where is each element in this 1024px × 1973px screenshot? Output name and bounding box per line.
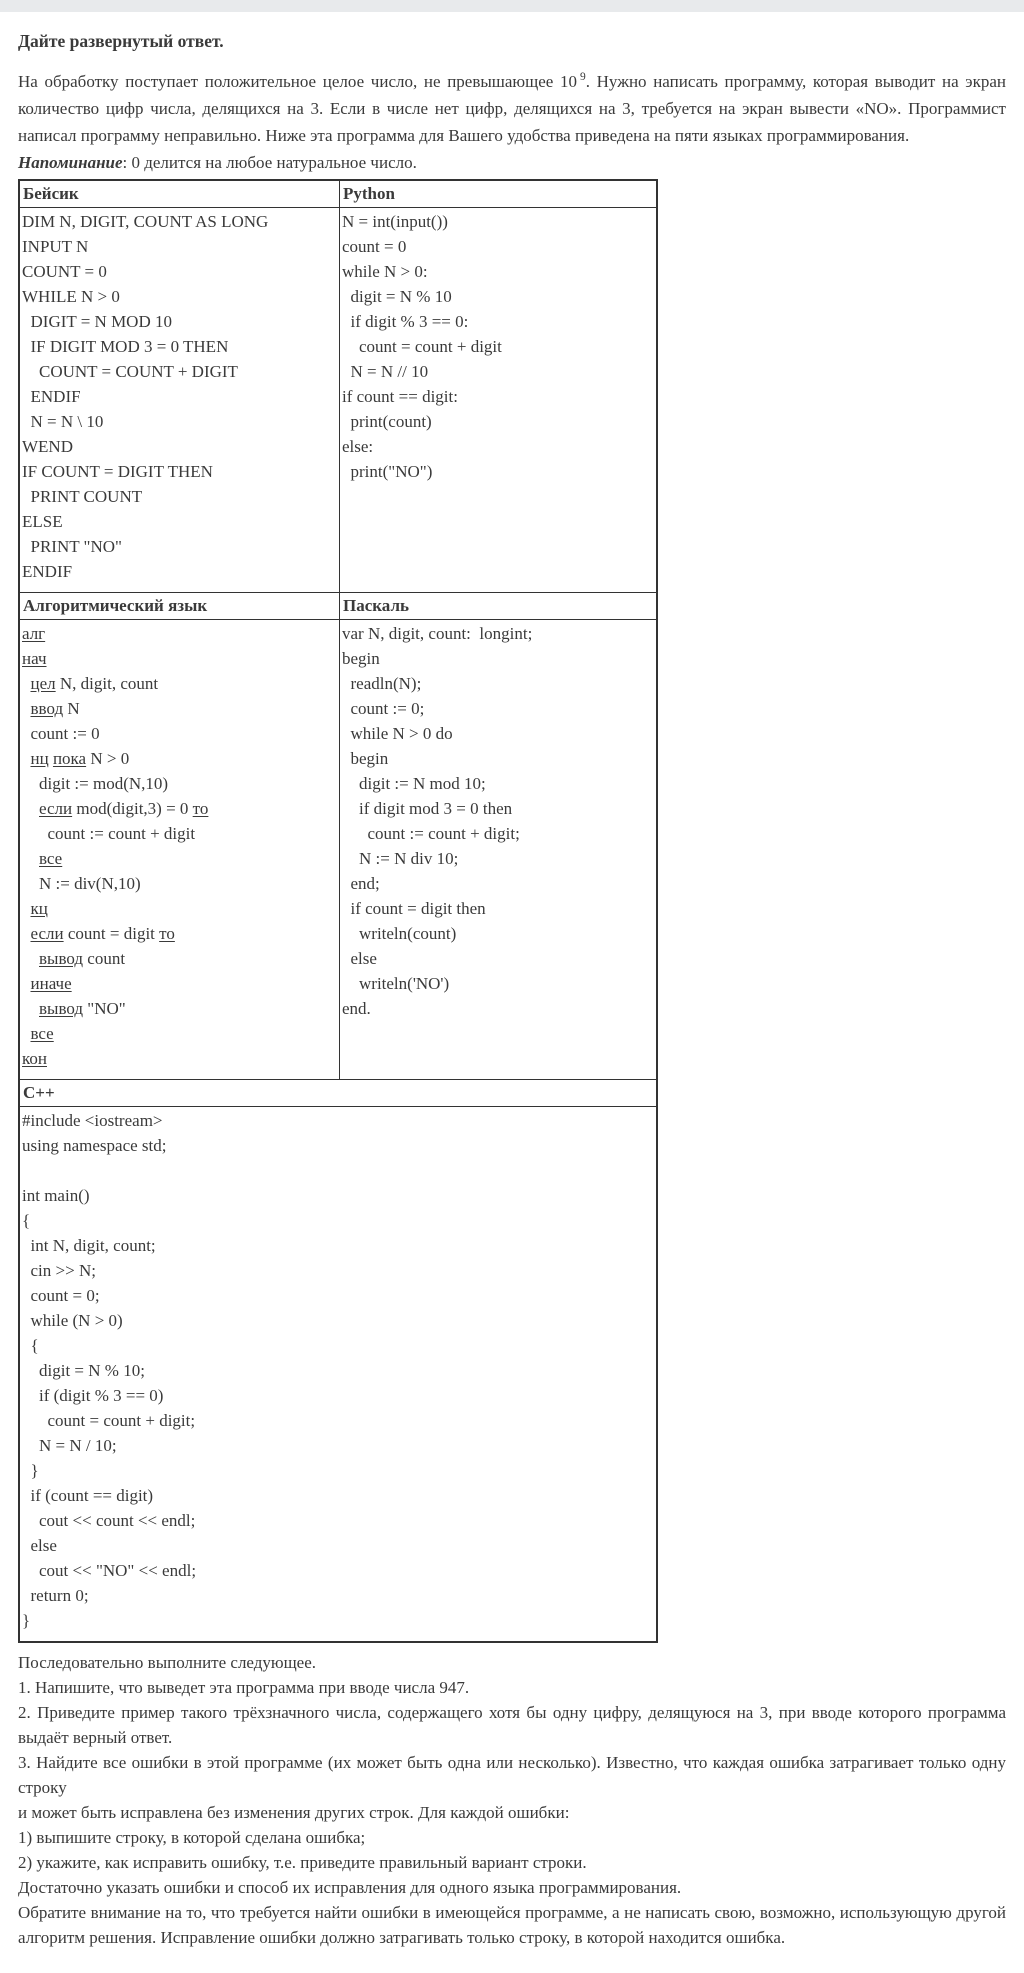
top-gray-strip [0,0,1024,12]
code-line: begin [342,649,380,668]
code-line: ELSE [22,512,63,531]
code-python [340,208,656,592]
code-line: вывод "NO" [39,999,126,1018]
code-line: алг [22,624,46,643]
task-line: 2. Приведите пример такого трёхзначного числа, содержащего хотя бы одну цифру, делящуюся на 3, при вводе которого программа выдаёт верный ответ. [18,1703,1006,1747]
note-label: Напоминание [18,153,123,172]
code-line [22,1158,654,1183]
code-line: if (count == digit) [22,1486,154,1505]
intro-text-after-superscript: . Нужно написать программу, которая выводит на экран количество цифр числа, делящихся на 3. Если в числе нет цифр, делящихся на 3, требуется на экран вывести «NO». Программист написал программу неправильно. Ниже эта программа для Вашего удобства приведена на пяти языках программирования. [18,72,1006,145]
code-line: count := 0 [22,724,100,743]
code-cpp [20,1107,656,1641]
code-pascal [340,620,656,1079]
note-line [18,149,1006,176]
code-line: кц [30,899,48,918]
code-line: все [30,1024,54,1043]
intro-text-before-superscript: На обработку поступает положительное целое число, не превышающее 10 [18,72,577,91]
code-line: digit := mod(N,10) [22,774,169,793]
code-line: print("NO") [342,462,433,481]
code-line: N := N div 10; [342,849,459,868]
note-text: : 0 делится на любое натуральное число. [122,153,417,172]
code-line: else [22,1536,57,1555]
intro-paragraph [18,68,1006,149]
code-line: var N, digit, count: longint; [342,624,533,643]
code-line: IF COUNT = DIGIT THEN [22,462,213,481]
code-line: все [39,849,63,868]
task-line: Достаточно указать ошибки и способ их исправления для одного языка программирования. [18,1878,682,1897]
code-line: begin [342,749,389,768]
code-line: count := 0; [342,699,425,718]
code-line: count = 0 [342,237,407,256]
task-line: 2) укажите, как исправить ошибку, т.е. приведите правильный вариант строки. [18,1853,587,1872]
code-line: while (N > 0) [22,1311,123,1330]
code-line: int N, digit, count; [22,1236,156,1255]
code-line: нц пока N > 0 [30,749,130,768]
code-line: count := count + digit; [342,824,520,843]
tasks-block [18,1650,1006,1950]
code-line: end. [342,999,371,1018]
header-basic: Бейсик [20,181,340,207]
code-line: PRINT "NO" [22,537,122,556]
code-line: COUNT = COUNT + DIGIT [22,362,238,381]
code-line: if count = digit then [342,899,486,918]
table-header-row-basic-python [20,181,656,208]
code-line: если count = digit то [30,924,175,943]
code-line: IF DIGIT MOD 3 = 0 THEN [22,337,229,356]
code-line: readln(N); [342,674,422,693]
code-line: if (digit % 3 == 0) [22,1386,164,1405]
header-cpp: C++ [20,1080,656,1107]
code-line: ENDIF [22,562,73,581]
exam-task-page [0,12,1024,1973]
code-line: int main() [22,1186,90,1205]
table-body-row-basic-python [20,208,656,593]
code-line: DIM N, DIGIT, COUNT AS LONG [22,212,269,231]
code-line: нач [22,649,47,668]
code-line: print(count) [342,412,432,431]
code-line: вывод count [39,949,126,968]
code-line: digit = N % 10; [22,1361,145,1380]
task-line: 3. Найдите все ошибки в этой программе (их может быть одна или несколько). Известно, что каждая ошибка затрагивает только одну строку [18,1753,1006,1797]
code-line: ввод N [30,699,80,718]
code-line: writeln('NO') [342,974,450,993]
code-line: { [22,1211,31,1230]
task-line: 1. Напишите, что выведет эта программа при вводе числа 947. [18,1678,470,1697]
code-line: digit := N mod 10; [342,774,486,793]
task-line: Последовательно выполните следующее. [18,1653,317,1672]
table-header-row-algo-pascal [20,593,656,620]
code-line: WHILE N > 0 [22,287,120,306]
code-line: writeln(count) [342,924,457,943]
code-basic [20,208,340,592]
header-pascal: Паскаль [343,596,409,615]
task-line: 1) выпишите строку, в которой сделана ошибка; [18,1828,366,1847]
header-algorithmic: Алгоритмический язык [20,593,340,619]
code-line: if digit mod 3 = 0 then [342,799,513,818]
code-line: INPUT N [22,237,89,256]
code-line: } [22,1611,31,1630]
code-line: DIGIT = N MOD 10 [22,312,172,331]
code-line: ENDIF [22,387,81,406]
code-line: N = int(input()) [342,212,448,231]
code-line: count = count + digit; [22,1411,196,1430]
code-line: while N > 0: [342,262,428,281]
code-line: #include <iostream> [22,1111,163,1130]
code-line: { [22,1336,39,1355]
code-line: count = 0; [22,1286,100,1305]
header-python: Python [343,184,395,203]
code-line: N = N \ 10 [22,412,104,431]
code-line: если mod(digit,3) = 0 то [39,799,209,818]
code-line: WEND [22,437,73,456]
code-line: } [22,1461,39,1480]
code-line: else [342,949,377,968]
code-line: if count == digit: [342,387,458,406]
code-line: COUNT = 0 [22,262,107,281]
code-line: count = count + digit [342,337,502,356]
task-line: Обратите внимание на то, что требуется найти ошибки в имеющейся программе, а не написать свою, возможно, использующую другой алгоритм решения. Исправление ошибки должно затрагивать только строку, в которой находится ошибка. [18,1903,1006,1947]
code-line: cout << count << endl; [22,1511,196,1530]
code-line: else: [342,437,374,456]
code-line: digit = N % 10 [342,287,452,306]
task-line: и может быть исправлена без изменения других строк. Для каждой ошибки: [18,1803,570,1822]
code-line: цел N, digit, count [30,674,159,693]
power-superscript: 9 [579,71,586,84]
code-line: end; [342,874,380,893]
code-line: count := count + digit [22,824,196,843]
code-line: cout << "NO" << endl; [22,1561,197,1580]
code-line: while N > 0 do [342,724,453,743]
code-line: return 0; [22,1586,89,1605]
table-body-row-algo-pascal [20,620,656,1080]
code-line: cin >> N; [22,1261,96,1280]
code-algorithmic [20,620,340,1079]
code-line: N = N / 10; [22,1436,117,1455]
code-line: иначе [30,974,72,993]
code-line: N := div(N,10) [22,874,141,893]
page-title: Дайте развернутый ответ. [18,31,224,51]
code-line: if digit % 3 == 0: [342,312,469,331]
code-line: using namespace std; [22,1136,167,1155]
code-line: кон [22,1049,47,1068]
code-line: N = N // 10 [342,362,429,381]
program-listings-table [18,179,658,1643]
code-line: PRINT COUNT [22,487,143,506]
